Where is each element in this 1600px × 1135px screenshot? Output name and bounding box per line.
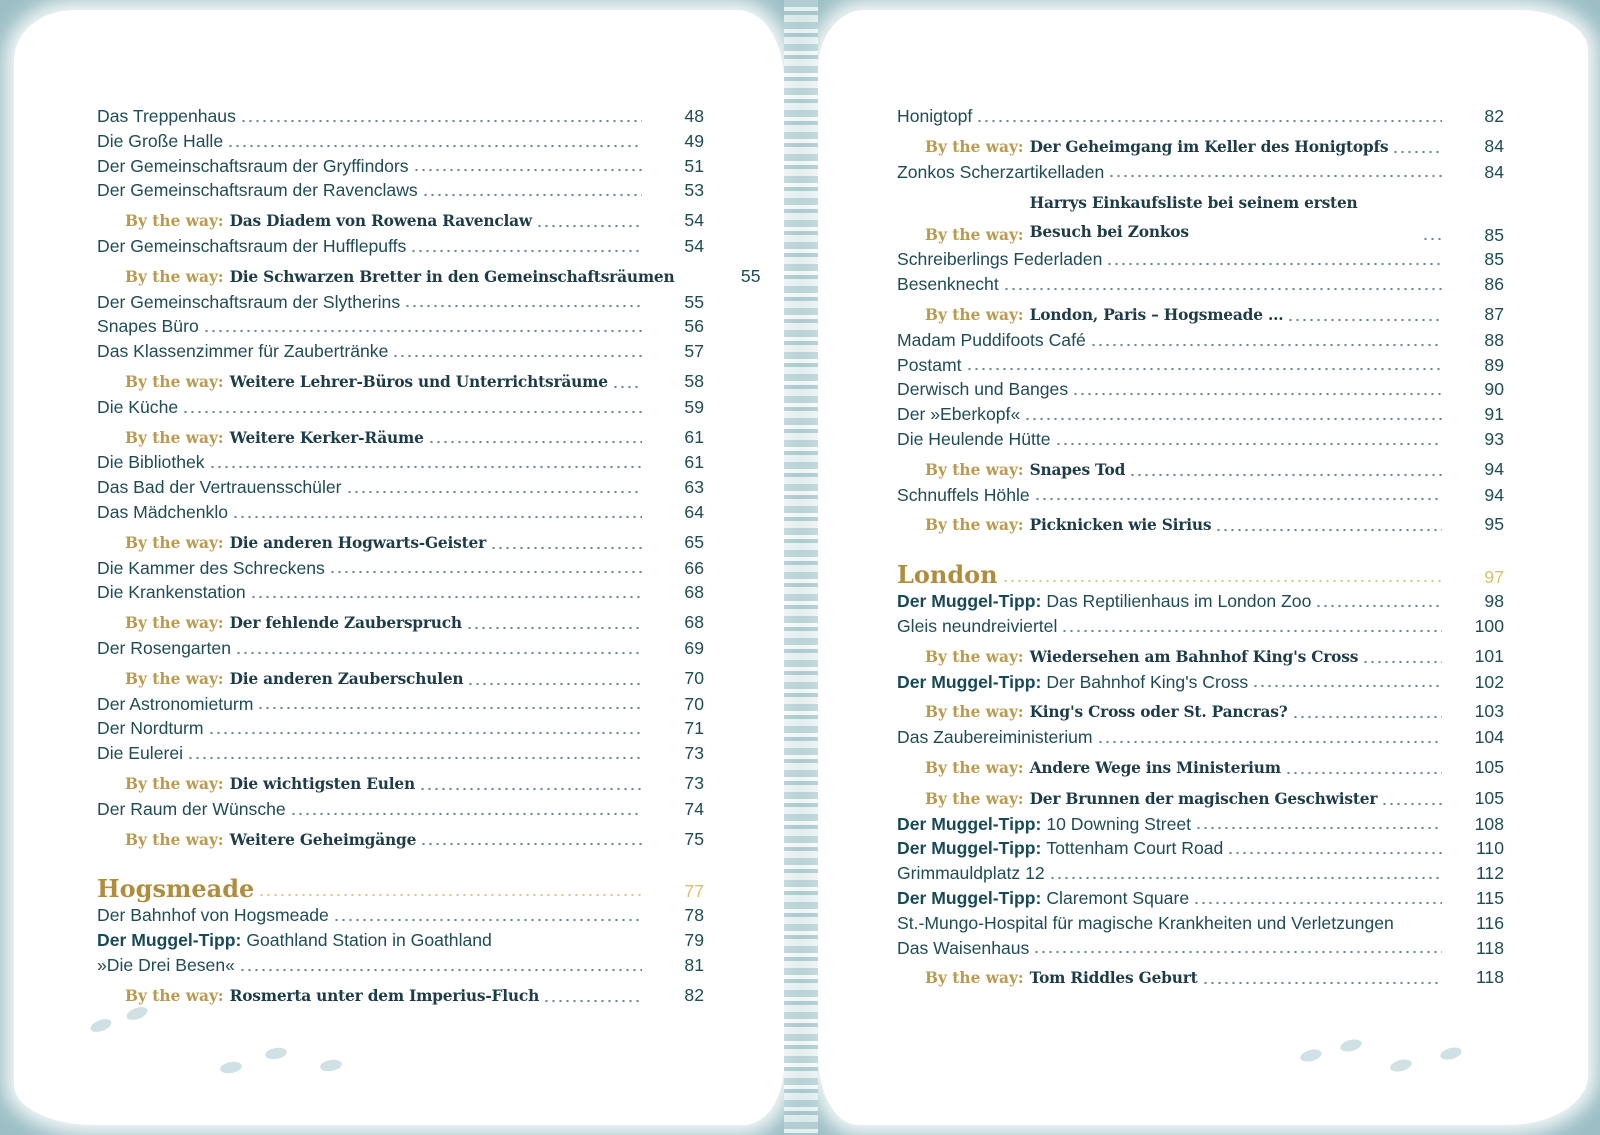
dot-leader bbox=[966, 367, 1442, 371]
page-number: 53 bbox=[684, 180, 704, 201]
dot-leader bbox=[536, 224, 642, 228]
entry-title: Das Mädchenklo bbox=[97, 501, 229, 522]
page-number: 88 bbox=[1484, 329, 1504, 350]
toc-entry bbox=[97, 741, 704, 766]
dot-leader bbox=[419, 787, 642, 791]
entry-title: Die Bibliothek bbox=[97, 452, 205, 473]
toc-entry bbox=[97, 475, 704, 500]
toc-entry bbox=[97, 580, 704, 605]
entry-prefix: By the way: bbox=[925, 516, 1024, 535]
entry-title: Die Große Halle bbox=[97, 130, 224, 151]
entry-title: Der Bahnhof von Hogsmeade bbox=[97, 905, 329, 926]
page-number: 103 bbox=[1474, 701, 1504, 722]
entry-title: »Die Drei Besen« bbox=[97, 954, 235, 975]
page-number: 63 bbox=[684, 477, 704, 498]
entry-prefix: By the way: bbox=[925, 647, 1024, 666]
page-number: 97 bbox=[1484, 567, 1504, 588]
toc-entry-by-the-way bbox=[897, 786, 1504, 812]
dot-leader bbox=[1129, 473, 1442, 477]
page-number: 78 bbox=[684, 905, 704, 926]
toc-entry bbox=[97, 104, 704, 129]
entry-title: Snapes Tod bbox=[1029, 460, 1126, 479]
entry-prefix: By the way: bbox=[125, 372, 224, 391]
dot-leader bbox=[1106, 262, 1442, 266]
page-number: 112 bbox=[1475, 863, 1504, 884]
table-of-contents-right bbox=[897, 104, 1504, 991]
toc-entry bbox=[97, 129, 704, 154]
page-number: 105 bbox=[1474, 787, 1504, 808]
toc-entry bbox=[97, 716, 704, 741]
toc-entry bbox=[897, 104, 1504, 129]
entry-title: London, Paris – Hogsmeade ... bbox=[1029, 305, 1284, 324]
entry-title: Der Astronomieturm bbox=[97, 693, 254, 714]
entry-title: Die Heulende Hütte bbox=[897, 428, 1051, 449]
entry-title: St.-Mungo-Hospital für magische Krankheiten und Verletzungen bbox=[897, 912, 1394, 933]
toc-entry bbox=[897, 160, 1504, 185]
toc-entry bbox=[897, 353, 1504, 378]
entry-prefix: By the way: bbox=[125, 267, 224, 286]
page-number: 55 bbox=[684, 291, 704, 312]
section-heading bbox=[897, 560, 1504, 589]
entry-title: Schreiberlings Federladen bbox=[897, 249, 1103, 270]
page-number: 73 bbox=[684, 743, 704, 764]
dot-leader bbox=[329, 570, 642, 574]
dot-leader bbox=[182, 410, 642, 414]
page-number: 84 bbox=[1484, 161, 1504, 182]
toc-entry bbox=[97, 953, 704, 978]
entry-title: Weitere Geheimgänge bbox=[229, 830, 417, 849]
toc-entry bbox=[97, 500, 704, 525]
entry-title: Claremont Square bbox=[1046, 887, 1190, 908]
dot-leader bbox=[1097, 740, 1442, 744]
entry-title: Der Geheimgang im Keller des Honigtopfs bbox=[1029, 137, 1389, 156]
entry-title: Snapes Büro bbox=[97, 316, 199, 337]
dot-leader bbox=[1072, 392, 1442, 396]
toc-entry-by-the-way bbox=[897, 965, 1504, 991]
entry-title: Das Treppenhaus bbox=[97, 106, 236, 126]
page-number: 77 bbox=[684, 881, 704, 902]
toc-entry bbox=[97, 636, 704, 661]
dot-leader bbox=[467, 682, 642, 686]
entry-prefix: By the way: bbox=[925, 703, 1024, 722]
toc-entry bbox=[97, 556, 704, 581]
toc-entry-by-the-way bbox=[897, 512, 1504, 538]
entry-title: Die Kammer des Schreckens bbox=[97, 557, 325, 578]
toc-entry-by-the-way bbox=[897, 755, 1504, 781]
dot-leader bbox=[1033, 950, 1442, 954]
entry-title: Tom Riddles Geburt bbox=[1029, 969, 1198, 988]
page-number: 59 bbox=[684, 396, 704, 417]
entry-title: Das Klassenzimmer für Zaubertränke bbox=[97, 341, 389, 362]
dot-leader bbox=[410, 249, 642, 253]
page-number: 101 bbox=[1474, 645, 1504, 666]
entry-title: Die Küche bbox=[97, 396, 179, 417]
entry-prefix: By the way: bbox=[125, 830, 224, 849]
dot-leader bbox=[1215, 528, 1442, 532]
toc-entry-muggel-tipp bbox=[897, 836, 1504, 861]
toc-entry-by-the-way bbox=[97, 983, 704, 1009]
entry-prefix: By the way: bbox=[125, 533, 224, 552]
toc-entry-by-the-way bbox=[97, 666, 704, 692]
entry-prefix: By the way: bbox=[925, 305, 1024, 324]
page-number: 74 bbox=[684, 798, 704, 819]
entry-title: Zonkos Scherzartikelladen bbox=[897, 161, 1105, 182]
entry-title: Weitere Lehrer-Büros und Unterrichtsräume bbox=[229, 372, 608, 391]
toc-entry-by-the-way bbox=[97, 827, 704, 853]
dot-leader bbox=[1422, 237, 1442, 241]
page-number: 66 bbox=[684, 557, 704, 578]
entry-title: Gleis neundreiviertel bbox=[897, 615, 1058, 636]
entry-prefix: Der Muggel-Tipp: bbox=[897, 838, 1042, 859]
page-number: 82 bbox=[1484, 106, 1504, 126]
page-number: 81 bbox=[684, 954, 704, 975]
entry-title: Wiedersehen am Bahnhof King's Cross bbox=[1029, 647, 1359, 666]
dot-leader bbox=[250, 595, 642, 599]
toc-entry-by-the-way bbox=[897, 134, 1504, 160]
page-number: 56 bbox=[684, 316, 704, 337]
entry-title: Das Zaubereiministerium bbox=[897, 727, 1093, 748]
page-number: 69 bbox=[684, 637, 704, 658]
entry-title: Derwisch und Banges bbox=[897, 379, 1069, 400]
entry-title: Andere Wege ins Ministerium bbox=[1029, 758, 1281, 777]
dot-leader bbox=[392, 354, 642, 358]
toc-entry bbox=[97, 450, 704, 475]
entry-prefix: By the way: bbox=[925, 789, 1024, 808]
entry-title: Tottenham Court Road bbox=[1046, 838, 1224, 859]
dot-leader bbox=[227, 144, 642, 148]
book-spine bbox=[784, 0, 818, 1135]
page-number: 48 bbox=[684, 106, 704, 126]
dot-leader bbox=[1002, 579, 1442, 583]
page-number: 100 bbox=[1474, 615, 1504, 636]
entry-prefix: By the way: bbox=[125, 774, 224, 793]
dot-leader bbox=[1055, 442, 1442, 446]
footprints-left-decoration bbox=[90, 1000, 350, 1080]
toc-entry-by-the-way bbox=[97, 369, 704, 395]
page-number: 61 bbox=[684, 452, 704, 473]
toc-entry bbox=[97, 178, 704, 203]
page-number: 108 bbox=[1474, 813, 1504, 834]
page-number: 75 bbox=[684, 828, 704, 849]
entry-title: Besenknecht bbox=[897, 274, 999, 295]
dot-leader bbox=[208, 731, 642, 735]
toc-entry bbox=[897, 427, 1504, 452]
section-title: Hogsmeade bbox=[97, 874, 255, 904]
toc-entry-by-the-way bbox=[897, 189, 1504, 247]
dot-leader bbox=[187, 756, 642, 760]
entry-title: Rosmerta unter dem Imperius-Fluch bbox=[229, 986, 540, 1005]
toc-entry-by-the-way bbox=[897, 699, 1504, 725]
dot-leader bbox=[422, 193, 642, 197]
entry-title: Der Gemeinschaftsraum der Slytherins bbox=[97, 291, 401, 312]
entry-title: King's Cross oder St. Pancras? bbox=[1029, 703, 1288, 722]
entry-title: Postamt bbox=[897, 354, 962, 375]
entry-title: Der Rosengarten bbox=[97, 637, 231, 658]
page-number: 89 bbox=[1484, 354, 1504, 375]
toc-entry-muggel-tipp bbox=[897, 589, 1504, 614]
table-of-contents-left bbox=[97, 104, 761, 1009]
page-number: 110 bbox=[1475, 838, 1504, 859]
entry-title: Picknicken wie Sirius bbox=[1029, 516, 1212, 535]
entry-prefix: By the way: bbox=[125, 212, 224, 231]
toc-entry bbox=[97, 395, 704, 420]
toc-entry bbox=[97, 903, 704, 928]
toc-entry bbox=[897, 725, 1504, 750]
section-heading bbox=[97, 874, 704, 903]
dot-leader bbox=[1381, 802, 1442, 806]
entry-title: Die anderen Zauberschulen bbox=[229, 669, 464, 688]
dot-leader bbox=[1315, 604, 1442, 608]
dot-leader bbox=[346, 490, 643, 494]
dot-leader bbox=[258, 893, 642, 897]
dot-leader bbox=[240, 119, 642, 123]
toc-entry bbox=[97, 290, 704, 315]
entry-title: Der »Eberkopf« bbox=[897, 404, 1021, 425]
toc-entry-by-the-way bbox=[97, 264, 761, 290]
dot-leader bbox=[1003, 287, 1442, 291]
page-number: 118 bbox=[1475, 937, 1504, 958]
toc-entry-muggel-tipp bbox=[897, 812, 1504, 837]
entry-title: Der Gemeinschaftsraum der Gryffindors bbox=[97, 155, 409, 176]
toc-entry bbox=[97, 692, 704, 717]
dot-leader bbox=[1287, 318, 1442, 322]
page-number: 61 bbox=[684, 426, 704, 447]
page-number: 73 bbox=[684, 772, 704, 793]
page-number: 90 bbox=[1484, 379, 1504, 400]
toc-entry bbox=[97, 314, 704, 339]
toc-entry bbox=[897, 272, 1504, 297]
dot-leader bbox=[490, 546, 642, 550]
page-number: 95 bbox=[1484, 514, 1504, 535]
toc-entry bbox=[897, 402, 1504, 427]
dot-leader bbox=[1034, 497, 1442, 501]
dot-leader bbox=[239, 968, 642, 972]
toc-entry bbox=[897, 861, 1504, 886]
dot-leader bbox=[976, 119, 1442, 123]
toc-entry-by-the-way bbox=[97, 530, 704, 556]
entry-title: Das Reptilienhaus im London Zoo bbox=[1046, 591, 1312, 612]
page-number: 58 bbox=[684, 370, 704, 391]
dot-leader bbox=[428, 440, 642, 444]
page-number: 49 bbox=[684, 130, 704, 151]
toc-entry-by-the-way bbox=[97, 610, 704, 636]
dot-leader bbox=[1202, 981, 1442, 985]
entry-title: Schnuffels Höhle bbox=[897, 484, 1030, 505]
toc-entry-by-the-way bbox=[897, 457, 1504, 483]
dot-leader bbox=[1392, 150, 1442, 154]
entry-title: Grimmauldplatz 12 bbox=[897, 863, 1045, 884]
entry-title: Das Bad der Vertrauensschüler bbox=[97, 477, 342, 498]
page-number: 68 bbox=[684, 612, 704, 633]
toc-entry-muggel-tipp bbox=[897, 670, 1504, 695]
dot-leader bbox=[404, 304, 642, 308]
dot-leader bbox=[1285, 771, 1442, 775]
page-number: 104 bbox=[1474, 727, 1504, 748]
entry-title: Die Eulerei bbox=[97, 743, 184, 764]
page-number: 105 bbox=[1474, 756, 1504, 777]
dot-leader bbox=[543, 999, 642, 1003]
entry-title: Weitere Kerker-Räume bbox=[229, 428, 424, 447]
page-number: 55 bbox=[740, 265, 761, 286]
entry-prefix: By the way: bbox=[125, 669, 224, 688]
entry-title: Honigtopf bbox=[897, 106, 973, 126]
toc-entry bbox=[97, 797, 704, 822]
footprints-right-decoration bbox=[1300, 1020, 1500, 1080]
page-number: 86 bbox=[1484, 274, 1504, 295]
entry-prefix: Der Muggel-Tipp: bbox=[897, 671, 1042, 692]
toc-entry bbox=[897, 483, 1504, 508]
dot-leader bbox=[333, 918, 642, 922]
toc-entry bbox=[97, 154, 704, 179]
dot-leader bbox=[257, 706, 642, 710]
entry-title: Der Raum der Wünsche bbox=[97, 798, 286, 819]
toc-entry bbox=[897, 614, 1504, 639]
page-number: 93 bbox=[1484, 428, 1504, 449]
entry-title: Die Krankenstation bbox=[97, 582, 246, 603]
entry-prefix: By the way: bbox=[925, 225, 1024, 244]
toc-entry-by-the-way bbox=[97, 425, 704, 451]
dot-leader bbox=[1061, 629, 1442, 633]
toc-entry bbox=[897, 911, 1504, 936]
dot-leader bbox=[496, 943, 642, 947]
entry-title: Der Gemeinschaftsraum der Hufflepuffs bbox=[97, 235, 407, 256]
entry-title: Das Diadem von Rowena Ravenclaw bbox=[229, 212, 532, 231]
toc-entry-by-the-way bbox=[97, 208, 704, 234]
page-number: 91 bbox=[1484, 404, 1504, 425]
entry-title: Der Gemeinschaftsraum der Ravenclaws bbox=[97, 180, 418, 201]
page-number: 102 bbox=[1474, 671, 1504, 692]
page-number: 79 bbox=[684, 930, 704, 951]
entry-title: Goathland Station in Goathland bbox=[246, 930, 492, 951]
page-number: 84 bbox=[1484, 135, 1504, 156]
page-number: 57 bbox=[684, 341, 704, 362]
entry-title: Der Brunnen der magischen Geschwister bbox=[1029, 789, 1378, 808]
dot-leader bbox=[1362, 660, 1442, 664]
entry-prefix: By the way: bbox=[125, 614, 224, 633]
page-number: 51 bbox=[684, 155, 704, 176]
entry-prefix: By the way: bbox=[925, 460, 1024, 479]
page-number: 94 bbox=[1484, 458, 1504, 479]
page-number: 82 bbox=[684, 984, 704, 1005]
page-number: 68 bbox=[684, 582, 704, 603]
entry-prefix: By the way: bbox=[925, 758, 1024, 777]
entry-prefix: By the way: bbox=[125, 986, 224, 1005]
dot-leader bbox=[420, 842, 642, 846]
dot-leader bbox=[1108, 174, 1442, 178]
dot-leader bbox=[612, 385, 642, 389]
page-number: 71 bbox=[684, 718, 704, 739]
entry-title: Das Waisenhaus bbox=[897, 937, 1030, 958]
dot-leader bbox=[1193, 901, 1442, 905]
entry-title: 10 Downing Street bbox=[1046, 813, 1192, 834]
toc-entry-muggel-tipp bbox=[97, 928, 704, 953]
entry-title: Harrys Einkaufsliste bei seinem ersten Besuch bei Zonkos bbox=[1029, 194, 1358, 242]
dot-leader bbox=[1292, 715, 1442, 719]
page-number: 87 bbox=[1484, 303, 1504, 324]
dot-leader bbox=[232, 515, 642, 519]
dot-leader bbox=[1090, 343, 1442, 347]
toc-entry-by-the-way bbox=[897, 644, 1504, 670]
entry-title: Die wichtigsten Eulen bbox=[229, 774, 415, 793]
toc-entry bbox=[897, 247, 1504, 272]
toc-entry-by-the-way bbox=[897, 302, 1504, 328]
entry-prefix: By the way: bbox=[925, 137, 1024, 156]
toc-entry bbox=[897, 377, 1504, 402]
entry-prefix: Der Muggel-Tipp: bbox=[97, 930, 242, 951]
dot-leader bbox=[413, 168, 642, 172]
entry-title: Der Nordturm bbox=[97, 718, 204, 739]
entry-prefix: By the way: bbox=[925, 969, 1024, 988]
page-number: 85 bbox=[1484, 249, 1504, 270]
dot-leader bbox=[1024, 417, 1442, 421]
entry-prefix: Der Muggel-Tipp: bbox=[897, 887, 1042, 908]
dot-leader bbox=[1252, 684, 1442, 688]
page-number: 54 bbox=[684, 210, 704, 231]
section-title: London bbox=[897, 560, 998, 590]
entry-prefix: By the way: bbox=[125, 428, 224, 447]
dot-leader bbox=[290, 812, 642, 816]
page-number: 70 bbox=[684, 667, 704, 688]
toc-entry bbox=[897, 328, 1504, 353]
page-number: 116 bbox=[1475, 912, 1504, 933]
toc-entry bbox=[97, 339, 704, 364]
page-number: 70 bbox=[684, 693, 704, 714]
page-number: 64 bbox=[684, 501, 704, 522]
entry-title: Die anderen Hogwarts-Geister bbox=[229, 533, 487, 552]
dot-leader bbox=[466, 626, 642, 630]
toc-entry bbox=[97, 234, 704, 259]
toc-entry-by-the-way bbox=[97, 771, 704, 797]
page-number: 118 bbox=[1475, 967, 1504, 988]
entry-prefix: Der Muggel-Tipp: bbox=[897, 591, 1042, 612]
dot-leader bbox=[1398, 926, 1442, 930]
dot-leader bbox=[209, 465, 642, 469]
page-number: 115 bbox=[1475, 887, 1504, 908]
dot-leader bbox=[1195, 826, 1442, 830]
entry-title: Die Schwarzen Bretter in den Gemeinschaftsräumen bbox=[229, 267, 675, 286]
dot-leader bbox=[679, 280, 699, 284]
dot-leader bbox=[203, 329, 642, 333]
page-number: 98 bbox=[1484, 591, 1504, 612]
page-number: 85 bbox=[1484, 224, 1504, 245]
page-number: 54 bbox=[684, 235, 704, 256]
toc-entry-muggel-tipp bbox=[897, 886, 1504, 911]
entry-title: Der Bahnhof King's Cross bbox=[1046, 671, 1249, 692]
page-number: 94 bbox=[1484, 484, 1504, 505]
dot-leader bbox=[235, 651, 642, 655]
toc-entry bbox=[897, 936, 1504, 961]
dot-leader bbox=[1227, 851, 1442, 855]
entry-title: Madam Puddifoots Café bbox=[897, 329, 1086, 350]
entry-title: Der fehlende Zauberspruch bbox=[229, 614, 462, 633]
page-number: 65 bbox=[684, 531, 704, 552]
entry-prefix: Der Muggel-Tipp: bbox=[897, 813, 1042, 834]
dot-leader bbox=[1049, 876, 1442, 880]
